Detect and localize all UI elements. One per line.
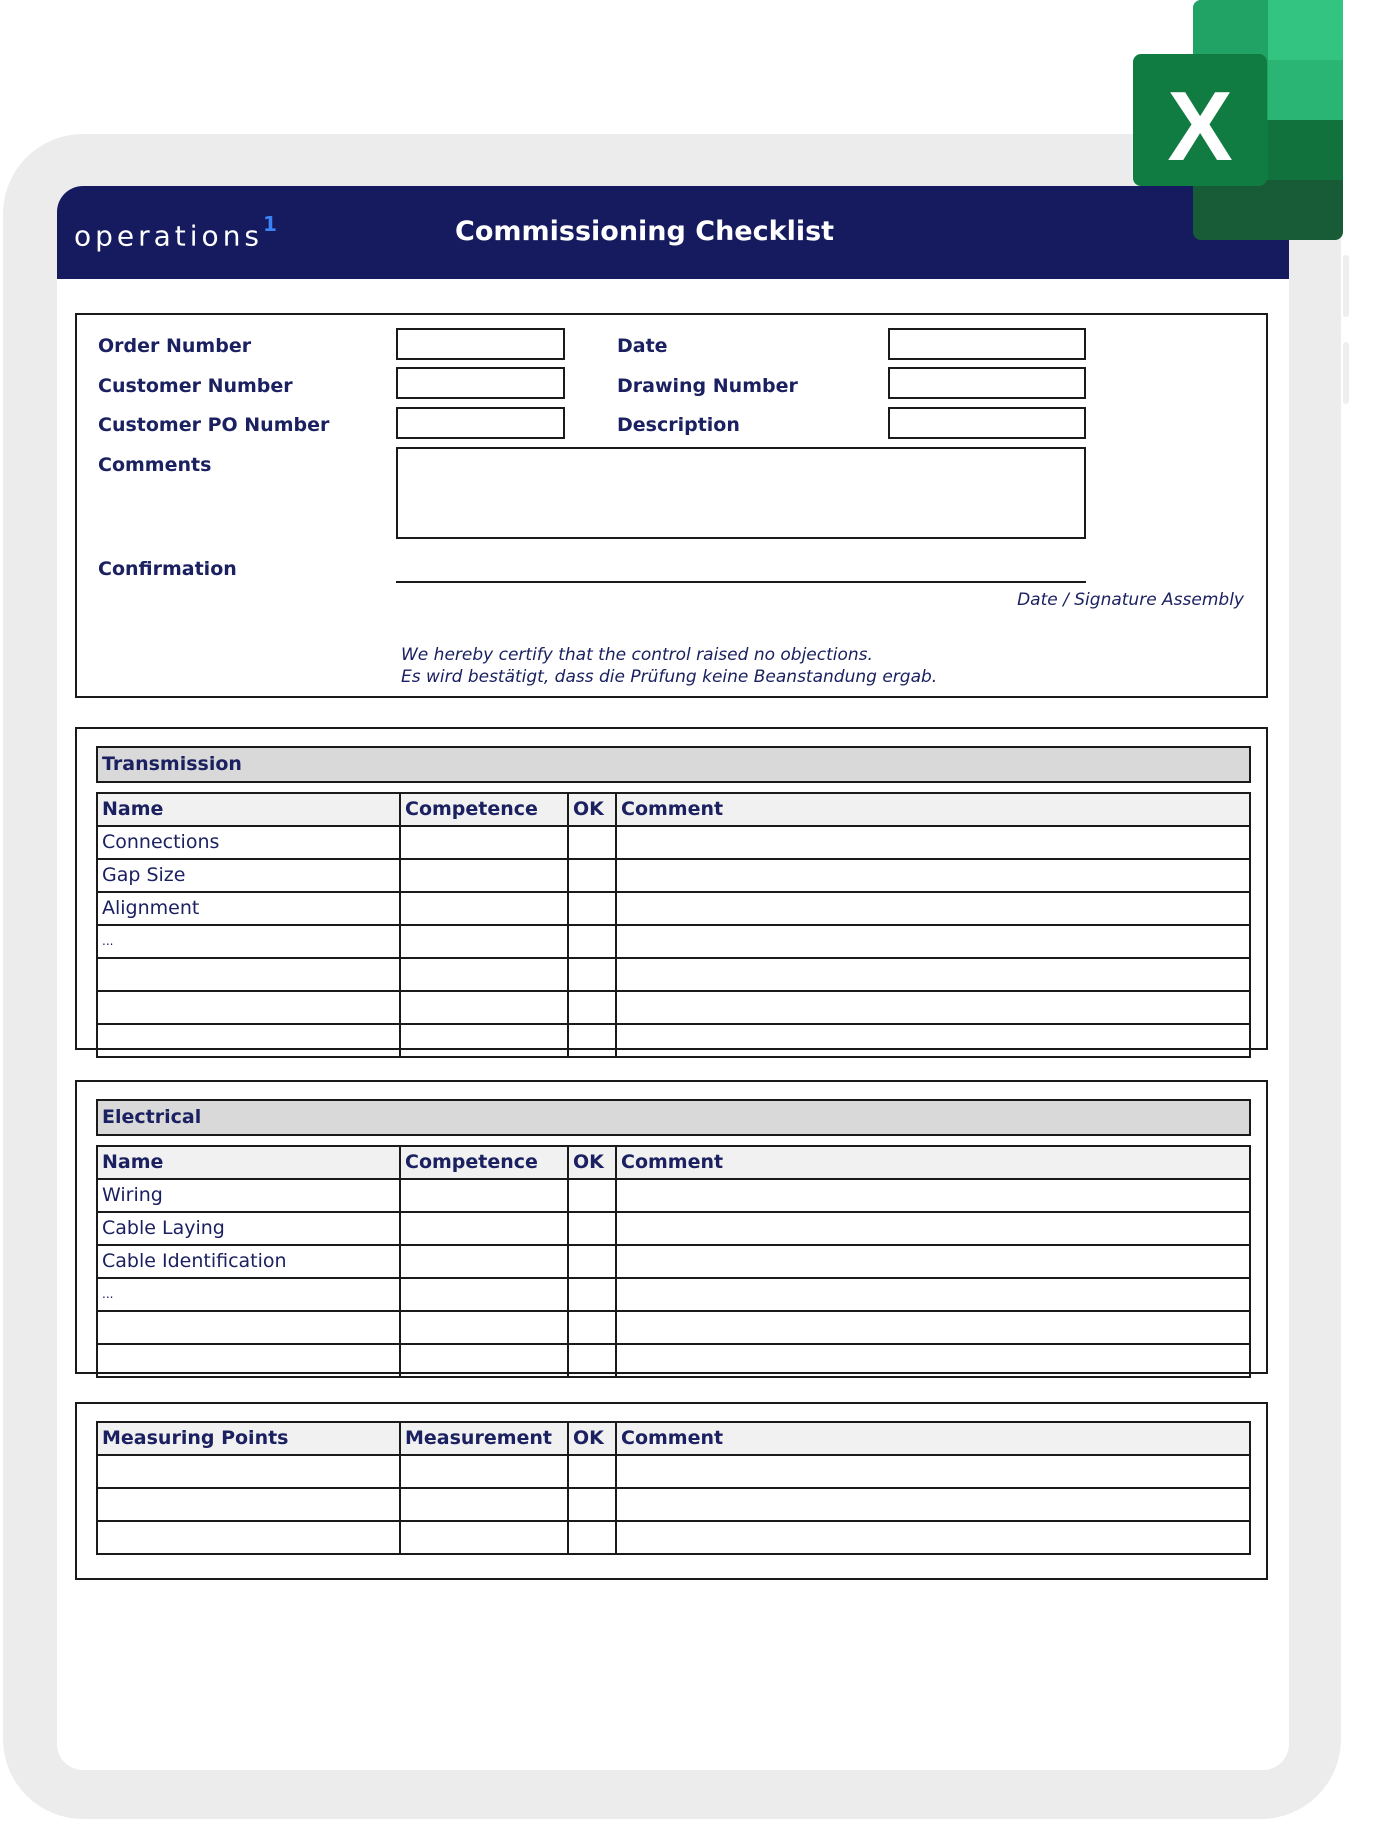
row-name: Gap Size bbox=[97, 859, 400, 892]
electrical-table bbox=[96, 1145, 1251, 1378]
competence-cell[interactable] bbox=[400, 1278, 568, 1311]
table-row bbox=[97, 826, 1250, 859]
column-header: Comment bbox=[616, 1422, 1250, 1455]
table-row bbox=[97, 1311, 1250, 1344]
column-header: Name bbox=[97, 1146, 400, 1179]
comment-cell[interactable] bbox=[616, 991, 1250, 1024]
comment-cell[interactable] bbox=[616, 1455, 1250, 1488]
comment-cell[interactable] bbox=[616, 1344, 1250, 1377]
row-name: Wiring bbox=[97, 1179, 400, 1212]
transmission-table bbox=[96, 792, 1251, 1058]
measurement-cell[interactable] bbox=[400, 1521, 568, 1554]
comment-cell[interactable] bbox=[616, 1311, 1250, 1344]
excel-letter: X bbox=[1167, 71, 1233, 181]
table-row bbox=[97, 958, 1250, 991]
electrical-section bbox=[75, 1080, 1268, 1374]
order-number-label: Order Number bbox=[98, 335, 252, 357]
comment-cell[interactable] bbox=[616, 1179, 1250, 1212]
row-name: ... bbox=[97, 1278, 400, 1311]
measurement-cell[interactable] bbox=[400, 1455, 568, 1488]
comment-cell[interactable] bbox=[616, 1024, 1250, 1057]
row-name: Cable Identification bbox=[97, 1245, 400, 1278]
table-row bbox=[97, 1521, 1250, 1554]
comment-cell[interactable] bbox=[616, 1278, 1250, 1311]
table-row bbox=[97, 1024, 1250, 1057]
logo-text: operations bbox=[74, 219, 264, 253]
table-row bbox=[97, 925, 1250, 958]
ok-cell[interactable] bbox=[568, 1521, 616, 1554]
ok-cell[interactable] bbox=[568, 1488, 616, 1521]
table-row bbox=[97, 991, 1250, 1024]
ok-cell[interactable] bbox=[568, 958, 616, 991]
signature-line[interactable] bbox=[396, 581, 1086, 583]
competence-cell[interactable] bbox=[400, 1179, 568, 1212]
customer-po-field[interactable] bbox=[396, 407, 565, 439]
competence-cell[interactable] bbox=[400, 1311, 568, 1344]
comment-cell[interactable] bbox=[616, 892, 1250, 925]
column-header: Comment bbox=[616, 1146, 1250, 1179]
competence-cell[interactable] bbox=[400, 1212, 568, 1245]
row-name[interactable] bbox=[97, 991, 400, 1024]
signature-caption: Date / Signature Assembly bbox=[1017, 590, 1244, 610]
volume-down-button bbox=[1343, 342, 1349, 404]
table-row bbox=[97, 1488, 1250, 1521]
table-header-row bbox=[97, 793, 1250, 826]
date-label: Date bbox=[617, 335, 668, 357]
competence-cell[interactable] bbox=[400, 892, 568, 925]
column-header: Measuring Points bbox=[97, 1422, 400, 1455]
volume-up-button bbox=[1343, 255, 1349, 317]
comment-cell[interactable] bbox=[616, 1212, 1250, 1245]
ok-cell[interactable] bbox=[568, 1278, 616, 1311]
measuring-point-cell[interactable] bbox=[97, 1455, 400, 1488]
ok-cell[interactable] bbox=[568, 1455, 616, 1488]
row-name: Cable Laying bbox=[97, 1212, 400, 1245]
measurement-cell[interactable] bbox=[400, 1488, 568, 1521]
order-number-field[interactable] bbox=[396, 328, 565, 360]
ok-cell[interactable] bbox=[568, 991, 616, 1024]
competence-cell[interactable] bbox=[400, 1024, 568, 1057]
table-row bbox=[97, 1245, 1250, 1278]
measuring-table bbox=[96, 1421, 1251, 1555]
comment-cell[interactable] bbox=[616, 925, 1250, 958]
competence-cell[interactable] bbox=[400, 1245, 568, 1278]
transmission-title: Transmission bbox=[96, 746, 1251, 783]
row-name[interactable] bbox=[97, 1024, 400, 1057]
row-name: Alignment bbox=[97, 892, 400, 925]
ok-cell[interactable] bbox=[568, 925, 616, 958]
ok-cell[interactable] bbox=[568, 892, 616, 925]
comment-cell[interactable] bbox=[616, 859, 1250, 892]
comments-label: Comments bbox=[98, 454, 212, 476]
ok-cell[interactable] bbox=[568, 1311, 616, 1344]
ok-cell[interactable] bbox=[568, 1179, 616, 1212]
ok-cell[interactable] bbox=[568, 859, 616, 892]
customer-number-label: Customer Number bbox=[98, 375, 293, 397]
column-header: Name bbox=[97, 793, 400, 826]
logo-superscript: 1 bbox=[263, 212, 277, 236]
column-header: OK bbox=[568, 793, 616, 826]
ok-cell[interactable] bbox=[568, 1024, 616, 1057]
column-header: Competence bbox=[400, 1146, 568, 1179]
row-name: ... bbox=[97, 925, 400, 958]
comments-field[interactable] bbox=[396, 447, 1086, 539]
table-row bbox=[97, 1344, 1250, 1377]
ok-cell[interactable] bbox=[568, 1245, 616, 1278]
column-header: Measurement bbox=[400, 1422, 568, 1455]
column-header: Comment bbox=[616, 793, 1250, 826]
document-title: Commissioning Checklist bbox=[455, 216, 835, 247]
document-header bbox=[57, 186, 1289, 279]
transmission-section bbox=[75, 727, 1268, 1050]
ok-cell[interactable] bbox=[568, 826, 616, 859]
date-field[interactable] bbox=[888, 328, 1086, 360]
description-label: Description bbox=[617, 414, 740, 436]
customer-number-field[interactable] bbox=[396, 367, 565, 399]
table-row bbox=[97, 1455, 1250, 1488]
table-row bbox=[97, 892, 1250, 925]
table-row bbox=[97, 1212, 1250, 1245]
competence-cell[interactable] bbox=[400, 958, 568, 991]
row-name[interactable] bbox=[97, 958, 400, 991]
drawing-number-field[interactable] bbox=[888, 367, 1086, 399]
comment-cell[interactable] bbox=[616, 958, 1250, 991]
operations1-logo bbox=[74, 212, 277, 253]
measuring-section bbox=[75, 1402, 1268, 1580]
competence-cell[interactable] bbox=[400, 859, 568, 892]
comment-cell[interactable] bbox=[616, 826, 1250, 859]
confirmation-label: Confirmation bbox=[98, 558, 237, 580]
competence-cell[interactable] bbox=[400, 991, 568, 1024]
competence-cell[interactable] bbox=[400, 1344, 568, 1377]
row-name: Connections bbox=[97, 826, 400, 859]
comment-cell[interactable] bbox=[616, 1488, 1250, 1521]
certify-text-de: Es wird bestätigt, dass die Prüfung keine Beanstandung ergab. bbox=[401, 667, 938, 687]
electrical-title: Electrical bbox=[96, 1099, 1251, 1136]
order-info-box bbox=[75, 313, 1268, 698]
column-header: OK bbox=[568, 1422, 616, 1455]
table-header-row bbox=[97, 1146, 1250, 1179]
description-field[interactable] bbox=[888, 407, 1086, 439]
competence-cell[interactable] bbox=[400, 925, 568, 958]
table-row bbox=[97, 1179, 1250, 1212]
comment-cell[interactable] bbox=[616, 1245, 1250, 1278]
table-header-row bbox=[97, 1422, 1250, 1455]
ok-cell[interactable] bbox=[568, 1344, 616, 1377]
row-name[interactable] bbox=[97, 1311, 400, 1344]
table-row bbox=[97, 859, 1250, 892]
measuring-point-cell[interactable] bbox=[97, 1521, 400, 1554]
ok-cell[interactable] bbox=[568, 1212, 616, 1245]
excel-icon bbox=[1133, 0, 1343, 240]
competence-cell[interactable] bbox=[400, 826, 568, 859]
document-page bbox=[57, 186, 1289, 1770]
certify-text-en: We hereby certify that the control raised no objections. bbox=[401, 645, 873, 665]
drawing-number-label: Drawing Number bbox=[617, 375, 798, 397]
customer-po-label: Customer PO Number bbox=[98, 414, 330, 436]
comment-cell[interactable] bbox=[616, 1521, 1250, 1554]
row-name[interactable] bbox=[97, 1344, 400, 1377]
column-header: OK bbox=[568, 1146, 616, 1179]
table-row bbox=[97, 1278, 1250, 1311]
measuring-point-cell[interactable] bbox=[97, 1488, 400, 1521]
column-header: Competence bbox=[400, 793, 568, 826]
